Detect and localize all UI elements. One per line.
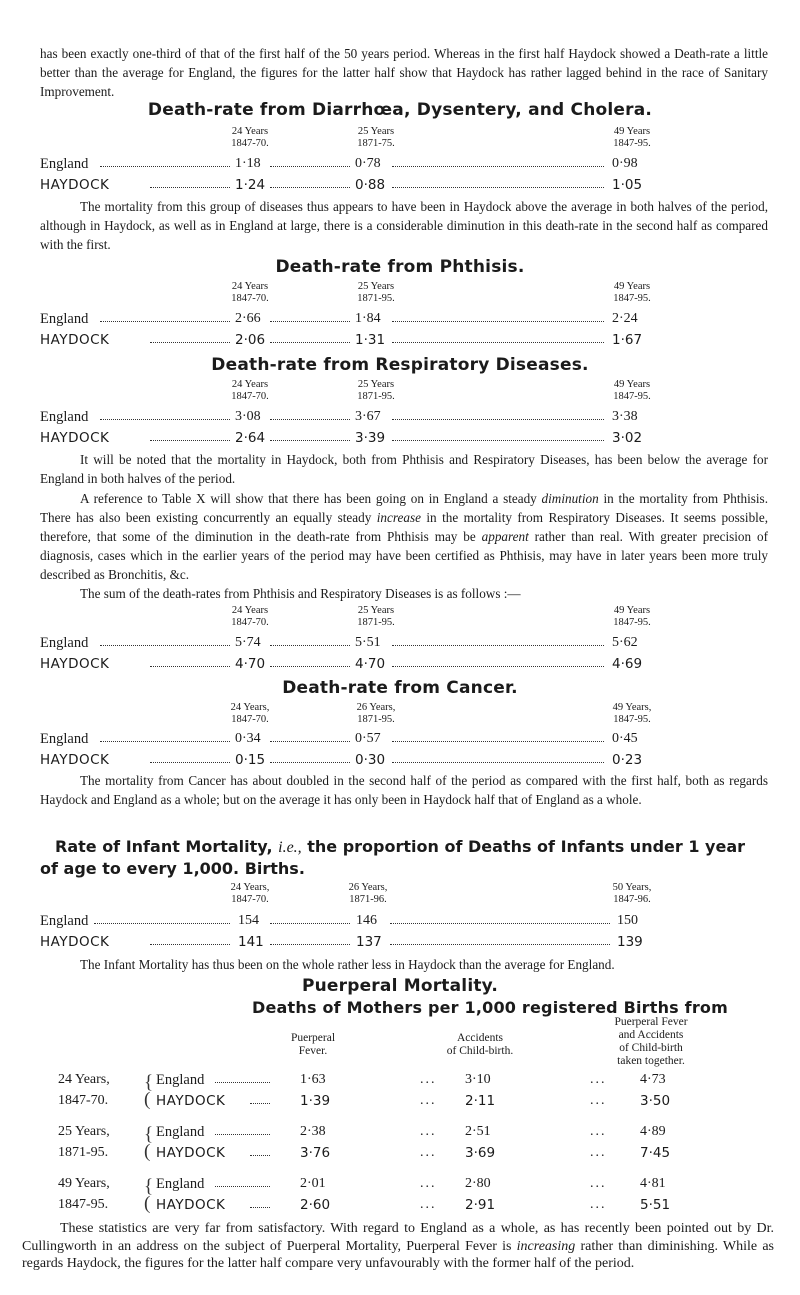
value-cell: 0·23 [612,752,643,768]
brace: ( [144,1089,151,1110]
leader-dots [150,752,230,763]
respiratory-note-3: The sum of the death-rates from Phthisis and Respiratory Diseases is as follows :— [80,586,521,601]
leader-dots [392,311,604,322]
leader-dots [392,177,604,188]
leader-dots [390,913,610,924]
brace: { [144,1176,154,1197]
table-row [0,731,800,751]
value-cell: 2·51 [465,1124,491,1139]
row-label-england: England [156,1124,205,1140]
leader-dots [270,156,350,167]
table-row [0,635,800,655]
value-cell: 4·70 [355,656,386,672]
intro-paragraph: has been exactly one-third of that of the first half of the 50 years period. Whereas in the first half Haydock showed a Death-rate a little better than the average for England, the figures for the latter half show that Haydock has rather lagged behind in the race of Sanitary Improvement. [40,46,768,99]
row-label-england: England [40,156,89,172]
value-cell: 2·24 [612,311,638,326]
table-row [0,913,800,933]
leader-dots [100,156,230,167]
value-cell: 1·67 [612,332,643,348]
row-label-haydock: HAYDOCK [156,1145,226,1161]
value-cell: 3·10 [465,1072,491,1087]
period-header: 24 Years, 1847-70. [230,702,270,725]
leader-dots [392,656,604,667]
puerperal-note: These statistics are very far from satisfactory. With regard to England as a whole, as has recently been pointed out by Dr. Cullingworth in an address on the subject of Puerperal Mortality, Puerperal Fever is increasing rather than diminishing. While as regards Haydock, the figures for the latter half compare very unfavourably with the former half of the period. [22,1221,774,1271]
table-row [0,177,800,197]
row-label-haydock: HAYDOCK [156,1093,226,1109]
period-header: 49 Years 1847-95. [613,126,651,149]
period-header: 25 Years 1871-75. [357,126,395,149]
value-cell: 2·64 [235,430,266,446]
leader-dots: ... [420,1197,437,1212]
leader-dots: ... [590,1072,607,1087]
row-label-england: England [40,311,89,327]
leader-dots [150,934,230,945]
brace: { [144,1072,154,1093]
period-header: 49 Years 1847-95. [613,281,651,304]
value-cell: 5·51 [355,635,381,650]
table-row [0,1089,800,1113]
row-label-england: England [40,409,89,425]
value-cell: 0·57 [355,731,381,746]
value-cell: 2·91 [465,1197,496,1213]
value-cell: 1·31 [355,332,386,348]
value-cell: 3·50 [640,1093,671,1109]
value-cell: 2·60 [300,1197,331,1213]
table-row [0,1141,800,1165]
row-label-haydock: HAYDOCK [156,1197,226,1213]
leader-dots [100,409,230,420]
value-cell: 2·80 [465,1176,491,1191]
leader-dots [215,1176,270,1187]
row-label-england: England [156,1176,205,1192]
value-cell: 0·98 [612,156,638,171]
leader-dots [390,934,610,945]
value-cell: 154 [238,913,259,928]
leader-dots [392,731,604,742]
period-label: 1847-70. [58,1093,109,1108]
period-label: 1871-95. [58,1145,109,1160]
leader-dots [150,430,230,441]
value-cell: 2·06 [235,332,266,348]
value-cell: 4·70 [235,656,266,672]
period-header: 24 Years, 1847-70. [230,882,270,905]
leader-dots [392,409,604,420]
leader-dots: ... [420,1093,437,1108]
leader-dots [100,635,230,646]
value-cell: 3·39 [355,430,386,446]
table-row [0,1072,800,1092]
period-header: 25 Years 1871-95. [357,605,395,628]
leader-dots [215,1124,270,1135]
leader-dots [392,752,604,763]
column-header: Puerperal Fever and Accidents of Child-birth taken together. [614,1016,688,1067]
period-label: 49 Years, [58,1176,110,1191]
period-header: 49 Years 1847-95. [613,605,651,628]
leader-dots [100,731,230,742]
value-cell: 1·63 [300,1072,326,1087]
leader-dots [270,913,350,924]
brace: { [144,1124,154,1145]
value-cell: 137 [356,934,382,950]
row-label-haydock: HAYDOCK [40,332,110,348]
leader-dots [150,177,230,188]
value-cell: 5·62 [612,635,638,650]
leader-dots [270,731,350,742]
row-label-england: England [156,1072,205,1088]
leader-dots [150,332,230,343]
leader-dots: ... [590,1176,607,1191]
row-label-haydock: HAYDOCK [40,934,110,950]
leader-dots [392,430,604,441]
leader-dots: ... [420,1145,437,1160]
table-row [0,311,800,331]
value-cell: 2·38 [300,1124,326,1139]
diarrhoea-heading: Death-rate from Diarrhœa, Dysentery, and Cholera. [147,100,653,120]
value-cell: 1·39 [300,1093,331,1109]
infant-heading: Rate of Infant Mortality, i.e., the proportion of Deaths of Infants under 1 year of age to every 1,000. Births. [40,837,746,878]
respiratory-heading: Death-rate from Respiratory Diseases. [211,355,589,375]
value-cell: 0·34 [235,731,261,746]
leader-dots [270,332,350,343]
leader-dots [250,1093,270,1104]
period-header: 24 Years 1847-70. [231,281,269,304]
row-label-haydock: HAYDOCK [40,752,110,768]
puerperal-subtitle: Deaths of Mothers per 1,000 registered Births from [251,998,728,1017]
leader-dots [270,311,350,322]
value-cell: 0·78 [355,156,381,171]
leader-dots [250,1145,270,1156]
value-cell: 1·05 [612,177,643,193]
column-header: Puerperal Fever. [290,1032,336,1057]
period-header: 49 Years 1847-95. [613,379,651,402]
leader-dots: ... [420,1124,437,1139]
table-row [0,156,800,176]
period-label: 1847-95. [58,1197,109,1212]
puerperal-heading: Puerperal Mortality. [301,976,499,996]
period-header: 26 Years, 1871-95. [356,702,396,725]
table-row [0,1124,800,1144]
table-row [0,752,800,772]
table-row [0,934,800,954]
leader-dots [100,311,230,322]
phthisis-heading: Death-rate from Phthisis. [275,257,525,277]
leader-dots [270,177,350,188]
period-header: 50 Years, 1847-96. [612,882,652,905]
period-header: 24 Years 1847-70. [231,126,269,149]
value-cell: 1·18 [235,156,261,171]
table-row [0,430,800,450]
value-cell: 4·89 [640,1124,666,1139]
row-label-england: England [40,731,89,747]
leader-dots [94,913,230,924]
leader-dots [270,934,350,945]
value-cell: 2·01 [300,1176,326,1191]
value-cell: 150 [617,913,638,928]
value-cell: 4·69 [612,656,643,672]
value-cell: 1·24 [235,177,266,193]
leader-dots [270,752,350,763]
period-header: 24 Years 1847-70. [231,379,269,402]
value-cell: 5·74 [235,635,261,650]
leader-dots [215,1072,270,1083]
brace: ( [144,1141,151,1162]
period-label: 25 Years, [58,1124,110,1139]
period-header: 49 Years, 1847-95. [612,702,652,725]
respiratory-note-2: A reference to Table X will show that there has been going on in England a steady diminution in the mortality from Phthisis. There has also been existing concurrently an equally steady increase in the mortality from Respiratory Diseases. It seems possible, therefore, that some of the diminution in the death-rate from Phthisis may be apparent rather than real. With greater precision of diagnosis, cases which in the earlier years of the period may have been certified as Phthisis, may have in later years been more truly described as Bronchitis, &c. [40,491,768,582]
row-label-england: England [40,635,89,651]
brace: ( [144,1193,151,1214]
leader-dots [270,409,350,420]
leader-dots [392,635,604,646]
respiratory-note-1: It will be noted that the mortality in Haydock, both from Phthisis and Respiratory Diseases, has been below the average for England in both halves of the period. [40,452,768,486]
cancer-heading: Death-rate from Cancer. [282,678,518,698]
value-cell: 4·81 [640,1176,666,1191]
value-cell: 0·30 [355,752,386,768]
leader-dots [392,332,604,343]
period-header: 25 Years 1871-95. [357,281,395,304]
infant-note: The Infant Mortality has thus been on the whole rather less in Haydock than the average for England. [80,957,615,972]
table-row [0,1193,800,1217]
leader-dots [392,156,604,167]
value-cell: 139 [617,934,643,950]
period-header: 24 Years 1847-70. [231,605,269,628]
leader-dots: ... [590,1145,607,1160]
period-header: 26 Years, 1871-96. [348,882,388,905]
value-cell: 7·45 [640,1145,671,1161]
value-cell: 4·73 [640,1072,666,1087]
value-cell: 3·69 [465,1145,496,1161]
leader-dots [270,635,350,646]
leader-dots [150,656,230,667]
period-label: 24 Years, [58,1072,110,1087]
value-cell: 2·66 [235,311,261,326]
leader-dots: ... [590,1197,607,1212]
value-cell: 3·38 [612,409,638,424]
leader-dots: ... [590,1093,607,1108]
leader-dots: ... [420,1176,437,1191]
table-row [0,332,800,352]
value-cell: 3·76 [300,1145,331,1161]
value-cell: 0·45 [612,731,638,746]
value-cell: 0·15 [235,752,266,768]
table-row [0,656,800,676]
leader-dots [270,430,350,441]
row-label-haydock: HAYDOCK [40,656,110,672]
leader-dots [270,656,350,667]
diarrhoea-note: The mortality from this group of diseases thus appears to have been in Haydock above the average in both halves of the period, although in Haydock, as well as in England at large, there is a considerable diminution in this death-rate in the second half as compared with the first. [40,199,768,252]
value-cell: 3·02 [612,430,643,446]
row-label-haydock: HAYDOCK [40,430,110,446]
value-cell: 3·08 [235,409,261,424]
table-row [0,409,800,429]
value-cell: 3·67 [355,409,381,424]
value-cell: 1·84 [355,311,381,326]
column-header: Accidents of Child-birth. [446,1032,514,1057]
value-cell: 5·51 [640,1197,671,1213]
value-cell: 141 [238,934,264,950]
period-header: 25 Years 1871-95. [357,379,395,402]
cancer-note: The mortality from Cancer has about doubled in the second half of the period as compared with the first half, both as regards Haydock and England as a whole; but on the average it has only been in Haydock half that of England as a whole. [40,773,768,807]
row-label-haydock: HAYDOCK [40,177,110,193]
table-row [0,1176,800,1196]
leader-dots: ... [590,1124,607,1139]
value-cell: 146 [356,913,377,928]
row-label-england: England [40,913,89,929]
value-cell: 0·88 [355,177,386,193]
value-cell: 2·11 [465,1093,496,1109]
leader-dots [250,1197,270,1208]
leader-dots: ... [420,1072,437,1087]
